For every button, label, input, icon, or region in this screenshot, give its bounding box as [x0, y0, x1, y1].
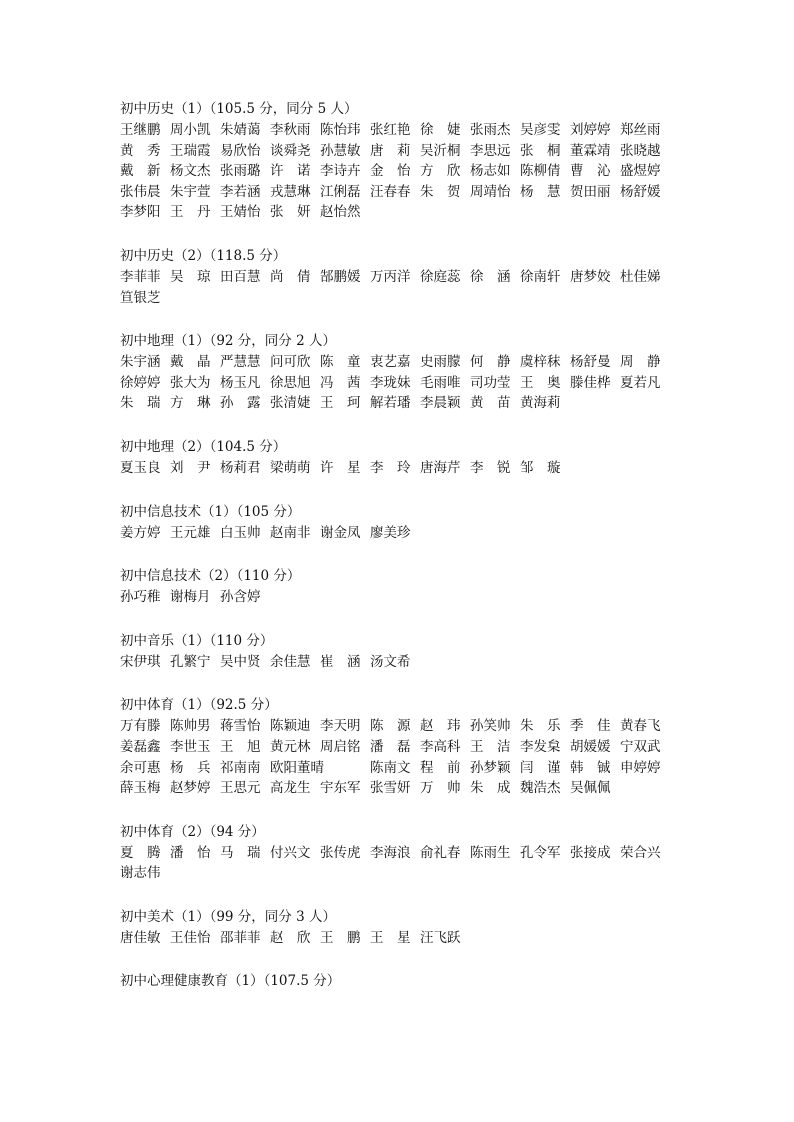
candidate-name: 谢梅月 [170, 589, 211, 606]
candidate-name: 毛雨唯 [420, 374, 461, 391]
candidate-name: 汪飞跃 [420, 929, 461, 946]
candidate-name: 张雪妍 [370, 780, 411, 797]
candidate-name: 杨文杰 [170, 163, 211, 180]
candidate-name: 万有滕 [120, 718, 161, 735]
candidate-name: 何 静 [470, 354, 511, 371]
candidate-name: 赵梦婷 [170, 780, 211, 797]
candidate-name: 陈怡玮 [320, 122, 361, 138]
candidate-name: 刘婷婷 [570, 122, 611, 138]
candidate-name: 王瑞霞 [170, 142, 211, 159]
candidate-name: 李若涵 [220, 183, 261, 200]
candidate-name: 金 怡 [370, 163, 411, 180]
name-list [120, 587, 680, 608]
candidate-name: 夏 腾 [120, 844, 161, 861]
candidate-name: 张 桐 [520, 142, 561, 159]
score-section [120, 501, 680, 544]
candidate-name: 周 静 [620, 354, 661, 371]
candidate-name: 唐海芹 [420, 459, 461, 476]
candidate-name: 赵怡然 [320, 204, 361, 221]
candidate-name: 蒋雪怡 [220, 718, 261, 735]
candidate-name: 王元雄 [170, 524, 211, 541]
candidate-name: 谈舜尧 [270, 142, 311, 159]
candidate-name: 方 欣 [420, 163, 461, 180]
candidate-name: 陈南文 [370, 759, 411, 776]
candidate-name: 王 星 [370, 929, 411, 946]
candidate-name: 陈帅男 [170, 718, 211, 735]
name-list [120, 928, 680, 949]
candidate-name: 汤文希 [370, 653, 411, 670]
candidate-name: 荣合兴 [620, 844, 661, 861]
candidate-name: 李 玲 [370, 459, 411, 476]
candidate-name: 徐思旭 [270, 374, 311, 391]
candidate-name: 冯 茜 [320, 374, 361, 391]
candidate-name: 黄春飞 [620, 718, 661, 735]
name-list [120, 652, 680, 673]
score-section [120, 245, 680, 308]
candidate-name: 潘 怡 [170, 844, 211, 861]
candidate-name: 李梦阳 [120, 204, 161, 221]
name-list [120, 120, 680, 223]
candidate-name: 黄海莉 [520, 395, 561, 412]
candidate-name: 许 星 [320, 459, 361, 476]
candidate-name: 唐 莉 [370, 142, 411, 159]
candidate-name: 朱 成 [470, 780, 511, 797]
candidate-name: 马 瑞 [220, 844, 261, 861]
score-section [120, 906, 680, 949]
candidate-name: 张大为 [170, 374, 211, 391]
candidate-name: 谢金凤 [320, 524, 361, 541]
candidate-name: 朱宇萱 [170, 183, 211, 200]
candidate-name: 余佳慧 [270, 653, 311, 670]
candidate-name: 滕佳桦 [570, 374, 611, 391]
candidate-name: 杨志如 [470, 163, 511, 180]
candidate-name: 朱 乐 [520, 718, 561, 735]
candidate-name: 孔令军 [520, 844, 561, 861]
candidate-name: 张红艳 [370, 122, 411, 138]
score-section [120, 436, 680, 479]
candidate-name: 王 奥 [520, 374, 561, 391]
candidate-name: 赵南非 [270, 524, 311, 541]
candidate-name: 王 旭 [220, 738, 261, 755]
candidate-name: 吴中贤 [220, 653, 261, 670]
section-title: 初中历史（2）（118.5 分） [120, 247, 287, 264]
candidate-name: 易欣怡 [220, 142, 261, 159]
candidate-name: 杨舒曼 [570, 354, 611, 371]
candidate-name: 李世玉 [170, 738, 211, 755]
candidate-name: 许 诺 [270, 163, 311, 180]
section-title: 初中信息技术（1）（105 分） [120, 503, 301, 520]
candidate-name: 田百慧 [220, 268, 261, 285]
section-title: 初中心理健康教育（1）（107.5 分） [120, 973, 341, 990]
candidate-name: 董霖靖 [570, 142, 611, 159]
candidate-name: 王 丹 [170, 204, 211, 221]
candidate-name: 唐佳敏 [120, 929, 161, 946]
candidate-name: 江俐磊 [320, 183, 361, 200]
candidate-name: 张 妍 [270, 204, 311, 221]
candidate-name: 白玉帅 [220, 524, 261, 541]
score-section [120, 330, 680, 414]
candidate-name: 孙笑帅 [470, 718, 511, 735]
candidate-name: 问可欣 [270, 354, 311, 371]
candidate-name: 戴 晶 [170, 354, 211, 371]
score-section [120, 565, 680, 608]
candidate-name: 王婧怡 [220, 204, 261, 221]
name-list [120, 843, 680, 884]
candidate-name: 宁双武 [620, 738, 661, 755]
candidate-name: 王 珂 [320, 395, 361, 412]
candidate-name: 朱 贺 [420, 183, 461, 200]
candidate-name: 朱 瑞 [120, 395, 161, 412]
section-title: 初中美术（1）（99 分，同分 3 人） [120, 908, 336, 925]
candidate-name: 贺田丽 [570, 183, 611, 200]
candidate-name: 程 前 [420, 759, 461, 776]
score-section [120, 630, 680, 673]
candidate-name: 梁萌萌 [270, 459, 311, 476]
candidate-name: 付兴文 [270, 844, 311, 861]
candidate-name: 姜方婷 [120, 524, 161, 541]
candidate-name: 刘 尹 [170, 459, 211, 476]
candidate-name: 李 锐 [470, 459, 511, 476]
candidate-name: 张雨杰 [470, 122, 511, 138]
candidate-name: 李发枲 [520, 738, 561, 755]
candidate-name: 李思远 [470, 142, 511, 159]
candidate-name: 赵 欣 [270, 929, 311, 946]
candidate-name: 盛煜婷 [620, 163, 661, 180]
candidate-name: 孙慧敏 [320, 142, 361, 159]
candidate-name: 吴沂桐 [420, 142, 461, 159]
candidate-name: 高龙生 [270, 780, 311, 797]
candidate-name: 王佳怡 [170, 929, 211, 946]
candidate-name: 王思元 [220, 780, 261, 797]
candidate-name: 方 琳 [170, 395, 211, 412]
candidate-name: 司功莹 [470, 374, 511, 391]
candidate-name: 谢志伟 [120, 865, 161, 882]
section-title: 初中信息技术（2）（110 分） [120, 568, 301, 585]
candidate-name: 周靖怡 [470, 183, 511, 200]
candidate-name: 张伟晨 [120, 183, 161, 200]
candidate-name: 尚 倩 [270, 268, 311, 285]
candidate-name: 孙巧稚 [120, 589, 161, 606]
candidate-name: 李菲菲 [120, 268, 161, 285]
candidate-name: 杨舒媛 [620, 183, 661, 200]
candidate-name: 唐梦姣 [570, 268, 611, 285]
candidate-name: 魏浩杰 [520, 780, 561, 797]
name-list [120, 458, 680, 479]
candidate-name: 孙 露 [220, 395, 261, 412]
candidate-name: 黄 秀 [120, 142, 161, 159]
candidate-name: 杨 慧 [520, 183, 561, 200]
score-section [120, 821, 680, 884]
candidate-name: 戎慧琳 [270, 183, 311, 200]
candidate-name: 杨莉君 [220, 459, 261, 476]
section-title: 初中体育（2）（94 分） [120, 823, 265, 840]
name-list [120, 716, 680, 798]
candidate-name: 解若璠 [370, 395, 411, 412]
document-page [120, 98, 680, 1014]
candidate-name: 徐南轩 [520, 268, 561, 285]
candidate-name: 胡媛媛 [570, 738, 611, 755]
candidate-name: 薛玉梅 [120, 780, 161, 797]
candidate-name: 廖美珍 [370, 524, 411, 541]
candidate-name: 万 帅 [420, 780, 461, 797]
candidate-name: 徐庭蕊 [420, 268, 461, 285]
candidate-name: 陈 童 [320, 354, 361, 371]
candidate-name: 陈雨生 [470, 844, 511, 861]
candidate-name: 韩 铖 [570, 759, 611, 776]
section-title: 初中音乐（1）（110 分） [120, 632, 274, 649]
candidate-name: 徐 婕 [420, 122, 461, 138]
candidate-name: 杨玉凡 [220, 374, 261, 391]
section-title: 初中地理（2）（104.5 分） [120, 438, 287, 455]
candidate-name: 张晓越 [620, 142, 661, 159]
candidate-name: 潘 磊 [370, 738, 411, 755]
candidate-name: 陈柳倩 [520, 163, 561, 180]
candidate-name: 邹 璇 [520, 459, 561, 476]
section-title: 初中体育（1）（92.5 分） [120, 697, 278, 714]
candidate-name: 宋伊琪 [120, 653, 161, 670]
candidate-name: 虞梓秣 [520, 354, 561, 371]
name-list [120, 352, 680, 414]
score-section [120, 98, 680, 223]
candidate-name: 周小凯 [170, 122, 211, 138]
candidate-name: 祁南南 [220, 759, 261, 776]
candidate-name: 王 洁 [470, 738, 511, 755]
candidate-name: 孙梦颖 [470, 759, 511, 776]
candidate-name: 夏若凡 [620, 374, 661, 391]
candidate-name: 郜鹏媛 [320, 268, 361, 285]
candidate-name: 闫 谨 [520, 759, 561, 776]
candidate-name: 王 鹏 [320, 929, 361, 946]
candidate-name: 万丙洋 [370, 268, 411, 285]
candidate-name: 欧阳董晴 [270, 759, 324, 776]
candidate-name: 李海浪 [370, 844, 411, 861]
candidate-name: 李珑妹 [370, 374, 411, 391]
candidate-name: 笪银芝 [120, 289, 161, 306]
section-title: 初中历史（1）（105.5 分，同分 5 人） [120, 101, 358, 117]
candidate-name: 崔 涵 [320, 653, 361, 670]
candidate-name: 李天明 [320, 718, 361, 735]
candidate-name: 宇东军 [320, 780, 361, 797]
candidate-name: 李晨颖 [420, 395, 461, 412]
candidate-name: 张传虎 [320, 844, 361, 861]
score-section [120, 970, 680, 992]
candidate-name: 吴佩佩 [570, 780, 611, 797]
candidate-name: 周启铭 [320, 738, 361, 755]
candidate-name: 邵菲菲 [220, 929, 261, 946]
candidate-name: 杨 兵 [170, 759, 211, 776]
candidate-name: 朱宇涵 [120, 354, 161, 371]
candidate-name: 史雨朦 [420, 354, 461, 371]
candidate-name: 严慧慧 [220, 354, 261, 371]
candidate-name: 赵 玮 [420, 718, 461, 735]
name-list [120, 267, 680, 308]
candidate-name: 吴彦雯 [520, 122, 561, 138]
candidate-name: 李高科 [420, 738, 461, 755]
candidate-name: 王继鹏 [120, 122, 161, 138]
candidate-name: 杜佳娣 [620, 268, 661, 285]
candidate-name: 徐婷婷 [120, 374, 161, 391]
candidate-name: 张雨璐 [220, 163, 261, 180]
candidate-name: 夏玉良 [120, 459, 161, 476]
candidate-name: 衷艺嘉 [370, 354, 411, 371]
candidate-name: 孙含婷 [220, 589, 261, 606]
candidate-name: 曹 沁 [570, 163, 611, 180]
candidate-name: 陈颖迪 [270, 718, 311, 735]
candidate-name: 季 佳 [570, 718, 611, 735]
candidate-name: 余可惠 [120, 759, 161, 776]
candidate-name: 汪春春 [370, 183, 411, 200]
candidate-name: 郑丝雨 [620, 122, 661, 138]
candidate-name: 孔繁宁 [170, 653, 211, 670]
candidate-name: 申婷婷 [620, 759, 661, 776]
candidate-name: 李诗卉 [320, 163, 361, 180]
candidate-name: 徐 涵 [470, 268, 511, 285]
score-section [120, 694, 680, 798]
candidate-name: 姜磊鑫 [120, 738, 161, 755]
section-title: 初中地理（1）（92 分，同分 2 人） [120, 333, 336, 350]
name-list [120, 523, 680, 544]
candidate-name: 陈 源 [370, 718, 411, 735]
candidate-name: 李秋雨 [270, 122, 311, 138]
candidate-name: 吴 琼 [170, 268, 211, 285]
candidate-name: 张接成 [570, 844, 611, 861]
candidate-name: 朱婧蔼 [220, 122, 261, 138]
candidate-name: 黄 苗 [470, 395, 511, 412]
candidate-name: 张清婕 [270, 395, 311, 412]
candidate-name: 俞礼春 [420, 844, 461, 861]
candidate-name: 戴 新 [120, 163, 161, 180]
candidate-name: 黄元林 [270, 738, 311, 755]
